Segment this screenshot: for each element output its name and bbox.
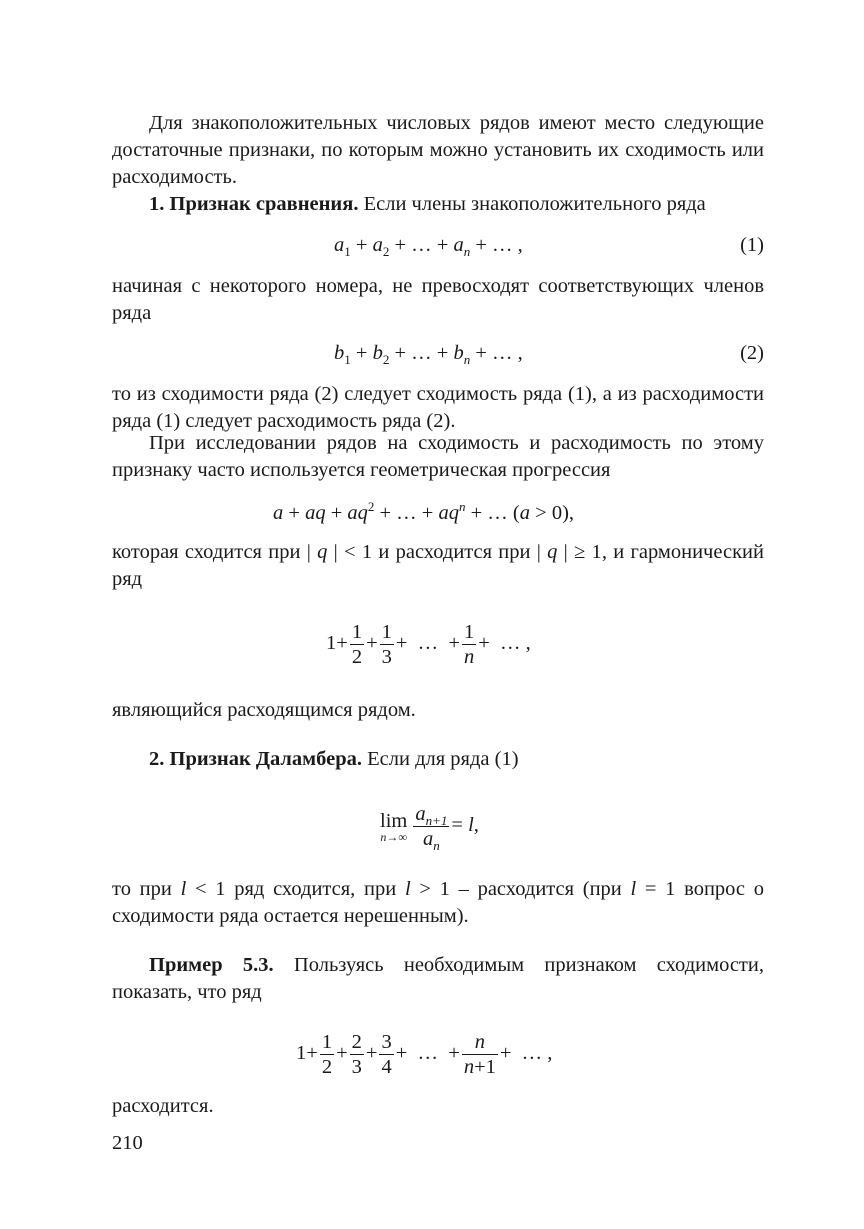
lim-word: lim xyxy=(380,809,408,832)
harmonic-after-text: являющийся расходящимся рядом. xyxy=(112,699,416,721)
result-part-4: вопрос о сходимости ряда остается нерешенным). xyxy=(112,878,764,927)
dalembert-text: Если для ряда (1) xyxy=(362,748,519,770)
after-eq2-paragraph xyxy=(112,381,764,435)
converges-mid: и расходится при xyxy=(372,541,537,563)
dalembert-title: 2. Признак Даламбера. xyxy=(149,748,362,770)
converges-suffix: , и гармонический ряд xyxy=(112,541,764,590)
harmonic-series: 1+ $\frac{1}{2}$ + $\frac{1}{3}$ + … + $\frac{1}{n}$ + … , xyxy=(326,621,531,668)
intro-text: Для знакоположительных числовых рядов имеют место следующие достаточные признаки, по которым можно установить их сходимость или расходимость. xyxy=(112,112,764,188)
example-paragraph xyxy=(112,952,764,1006)
result-part-3: – расходится (при xyxy=(449,878,631,900)
example-title: Пример 5.3. xyxy=(149,954,274,976)
comparison-title: 1. Признак сравнения. xyxy=(149,193,359,215)
result-part-1: то при xyxy=(112,878,181,900)
dalembert-result: то при l < 1 ряд сходится, при l > 1 – расходится (при l = 1 вопрос о сходимости ряда остается нерешенным). xyxy=(112,878,764,927)
example-after xyxy=(112,1093,764,1120)
page-number: 210 xyxy=(112,1132,143,1154)
after-eq1-paragraph xyxy=(112,273,764,327)
equation-1: $a_1 + a_2$ + … + $a_n$ + … , xyxy=(334,234,523,260)
example-after-text: расходится. xyxy=(112,1095,214,1117)
lim-subscript: n→∞ xyxy=(380,829,407,844)
intro-paragraph xyxy=(112,110,764,191)
converges-prefix: которая сходится при xyxy=(112,541,307,563)
example-text: Пользуясь необходимым признаком сходимости, показать, что ряд xyxy=(112,954,764,1003)
harmonic-after xyxy=(112,697,764,724)
geometric-paragraph xyxy=(112,430,764,484)
converges-paragraph: которая сходится при | q | < 1 и расходится при | q | ≥ 1, и гармонический ряд xyxy=(112,541,764,590)
geometric-text: При исследовании рядов на сходимость и расходимость по этому признаку часто используется геометрическая прогрессия xyxy=(112,432,764,481)
comparison-text: Если члены знакоположительного ряда xyxy=(358,193,706,215)
dalembert-paragraph xyxy=(112,746,764,773)
after-eq2-text: то из сходимости ряда (2) следует сходимость ряда (1), а из расходимости ряда (1) следует расходимость ряда (2). xyxy=(112,383,764,432)
equation-2: $b_1 + b_2$ + … + $b_n$ + … , xyxy=(334,342,523,368)
result-part-2: ряд сходится, при xyxy=(225,878,405,900)
dalembert-limit: lim n→∞ $\frac{a_{n+1}}{a_n}$ = l, xyxy=(380,803,479,854)
after-eq1-text: начиная с некоторого номера, не превосходят соответствующих членов ряда xyxy=(112,275,764,324)
equation-2-number: (2) xyxy=(740,342,764,364)
comparison-paragraph xyxy=(112,191,764,218)
equation-1-number: (1) xyxy=(740,234,764,256)
example-series: 1+ $\frac{1}{2}$ + $\frac{2}{3}$ + $\frac{3}{4}$ + … + $\frac{n}{n+1}$ + … , xyxy=(296,1031,553,1078)
geometric-equation: a + aq + $aq^2$ + … + $aq^n$ + … (a > 0), xyxy=(273,499,575,524)
